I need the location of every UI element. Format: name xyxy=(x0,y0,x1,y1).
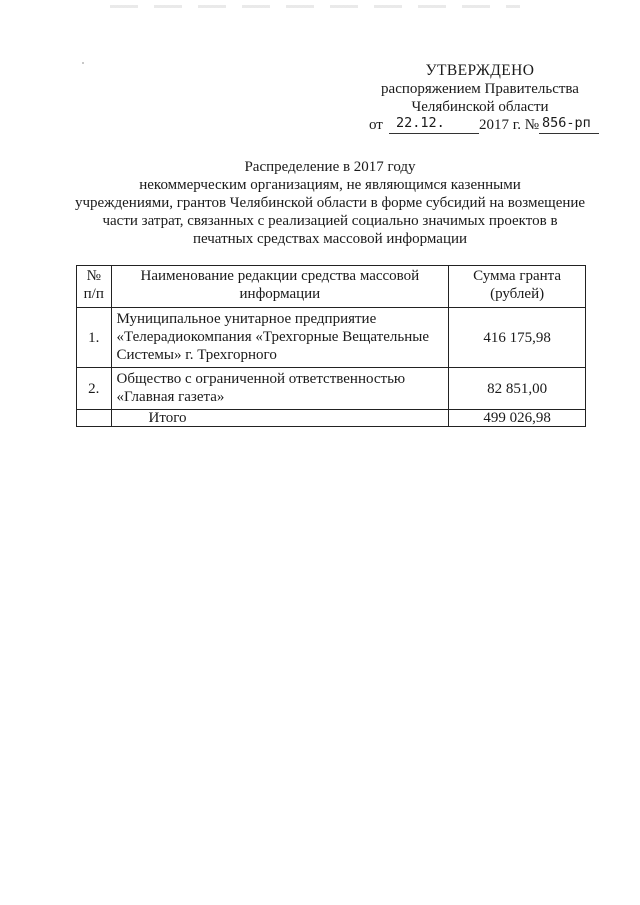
year-text: 2017 г. № xyxy=(479,117,540,133)
header-sum: Сумма гранта (рублей) xyxy=(449,266,586,308)
row-name: Муниципальное унитарное предприятие «Телерадиокомпания «Трехгорные Вещательные Системы» г. Трехгорного xyxy=(111,308,449,368)
heading-line-5: печатных средствах массовой информации xyxy=(192,231,468,247)
heading-line-2: некоммерческим организациям, не являющимся казенными xyxy=(139,177,521,193)
scan-artifact xyxy=(110,5,520,8)
table-total-row xyxy=(77,410,586,427)
total-num xyxy=(77,410,112,427)
approval-block xyxy=(365,62,595,116)
table-row xyxy=(77,308,586,368)
approval-line-2: Челябинской области xyxy=(411,99,549,115)
total-label: Итого xyxy=(111,410,449,427)
header-num: № п/п xyxy=(77,266,112,308)
approval-line-1: распоряжением Правительства xyxy=(381,81,579,97)
document-heading xyxy=(70,158,590,248)
row-num: 2. xyxy=(77,368,112,410)
number-underline xyxy=(539,133,599,134)
approval-date-line xyxy=(369,115,609,137)
approval-title: УТВЕРЖДЕНО xyxy=(425,62,535,79)
scan-speck xyxy=(82,62,84,64)
date-underline xyxy=(389,133,479,134)
row-name: Общество с ограниченной ответственностью «Главная газета» xyxy=(111,368,449,410)
row-num: 1. xyxy=(77,308,112,368)
order-number: 856-рп xyxy=(542,115,591,131)
grants-table xyxy=(76,265,586,427)
total-sum: 499 026,98 xyxy=(449,410,586,427)
table-row xyxy=(77,368,586,410)
heading-line-1: Распределение в 2017 году xyxy=(244,159,416,175)
heading-line-4: части затрат, связанных с реализацией социально значимых проектов в xyxy=(102,213,558,229)
header-name: Наименование редакции средства массовой информации xyxy=(111,266,449,308)
row-sum: 416 175,98 xyxy=(449,308,586,368)
table-header-row xyxy=(77,266,586,308)
row-sum: 82 851,00 xyxy=(449,368,586,410)
date-prefix: от xyxy=(369,117,383,133)
heading-line-3: учреждениями, грантов Челябинской области в форме субсидий на возмещение xyxy=(74,195,586,211)
date-value: 22.12. xyxy=(396,115,445,131)
